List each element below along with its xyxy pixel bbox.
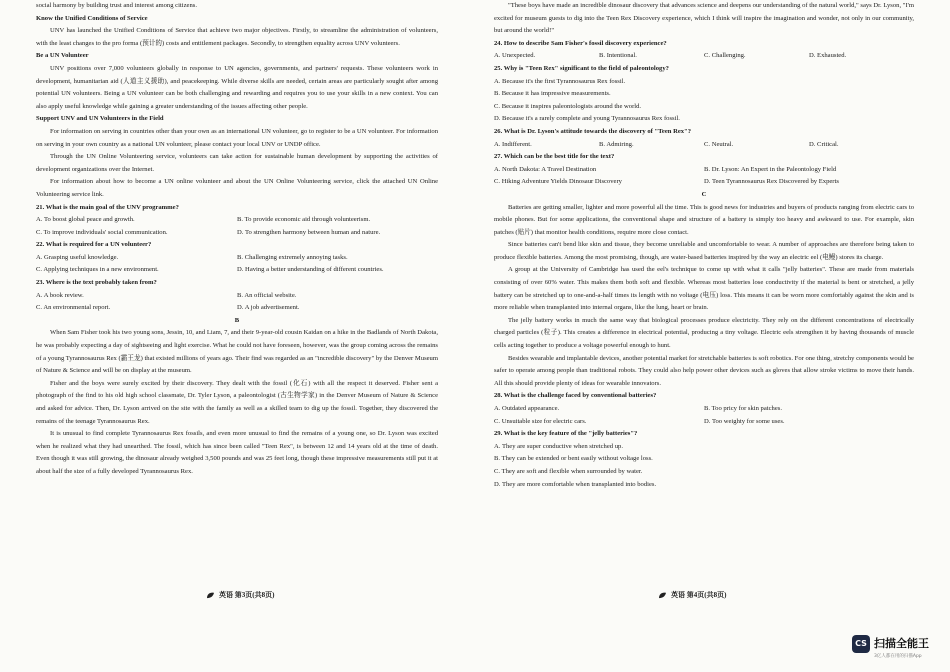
paragraph-support-1: For information on serving in countries other than your own as an international UN volunteer, go to register to be a UN volunteer. For information on serving in your own country as a national UN volunteer, please contact your local UNV or UNDP office. <box>36 127 438 148</box>
option: B. Dr. Lyson: An Expert in the Paleontology Field <box>704 165 837 173</box>
option: A. Grasping useful knowledge. <box>36 253 119 261</box>
option: A. Indifferent. <box>494 140 532 148</box>
heading-be-volunteer: Be a UN Volunteer <box>36 52 89 60</box>
option: D. Critical. <box>809 140 839 148</box>
option: D. A job advertisement. <box>237 304 300 312</box>
question-29-options <box>494 441 914 491</box>
option: C. Applying techniques in a new environment. <box>36 266 159 274</box>
option: C. An environmental report. <box>36 304 111 312</box>
paragraph-be-volunteer: UNV positions over 7,000 volunteers globally in response to UN agencies, governments, and partners' requests. These volunteers work in development, humanitarian aid (人道主义援助), and peacekeeping. While diverse skills are needed, certain areas are particularly sought after among potential UN volunteers. Being a UN volunteer can be both challenging and rewarding and requires you to use your skills in a new context. You can also apply useful knowledge while gaining a greater understanding of the issues affecting other people. <box>36 64 438 110</box>
question-22-options <box>36 252 438 277</box>
option: C. To improve individuals' social communication. <box>36 228 168 236</box>
right-page <box>494 0 914 610</box>
brand-name: 扫描全能王 <box>874 637 929 650</box>
option: C. They are soft and flexible when surrounded by water. <box>494 467 643 475</box>
camscanner-logo-icon: CS <box>852 635 870 653</box>
intro-tail: social harmony by building trust and interest among citizens. <box>36 2 197 9</box>
paragraph-quote: "These boys have made an incredible dinosaur discovery that advances science and deepens our understanding of the natural world," says Dr. Lyson, "I'm excited for museum guests to dig into the Teen Rex Discovery experience, which I think will inspire the imagination and wonder, not only in our community, but around the world!" <box>494 2 914 35</box>
option: A. They are super conductive when stretched up. <box>494 442 623 450</box>
option: B. Admiring. <box>599 140 634 148</box>
option: C. Neutral. <box>704 140 734 148</box>
question-25-options <box>494 76 914 126</box>
question-29: 29. What is the key feature of the "jelly batteries"? <box>494 430 638 438</box>
option: B. To provide economic aid through volunteerism. <box>237 216 371 224</box>
option: D. To strengthen harmony between human and nature. <box>237 228 381 236</box>
page-number-label: 英语 第3页(共8页) <box>219 591 275 599</box>
question-28: 28. What is the challenge faced by conventional batteries? <box>494 392 657 400</box>
leaf-icon <box>206 592 215 599</box>
paragraph-c-2: Since batteries can't bend like skin and tissue, they become unreliable and uncomfortable to wear. A number of approaches are therefore being taken to produce flexible batteries. Among the most promising, though, are water-based batteries inspired by the way an electric eel (电鳗) stores its charge. <box>494 241 914 261</box>
heading-unified: Know the Unified Conditions of Service <box>36 14 148 22</box>
section-c-letter: C <box>701 190 707 198</box>
paragraph-c-3: A group at the University of Cambridge has used the eel's technique to come up with what it calls "jelly batteries". These are made from materials consisting of over 60% water. This makes them both soft and flexible. Whereas most batteries lose conductivity if the material is bent or stretched, a jelly battery can be stretched up to one-and-a-half times its length with no voltage (电压) loss. This means it can be worn more comfortably against the skin and is more reliable when transplanted into internal organs, like the lung, heart or brain. <box>494 266 914 312</box>
paragraph-b-3: It is unusual to find complete Tyrannosaurus Rex fossils, and even more unusual to find the remains of a young one, so Dr. Lyson was excited when he realized what they had unearthed. The fossil, which has since been called "Teen Rex", is between 12 and 14 years old at the time of death. Even though it was still growing, the dinosaur already weighed 3,500 pounds and was 25 feet long, though these impressive measurements still put it at about half the size of a fully developed Tyrannosaurus Rex. <box>36 430 438 475</box>
question-27: 27. Which can be the best title for the text? <box>494 153 615 161</box>
paragraph-support-2: Through the UN Online Volunteering service, volunteers can take action for sustainable human development by supporting the activities of development organizations over the Internet. <box>36 153 438 173</box>
question-28-options <box>494 403 914 428</box>
question-25: 25. Why is "Teen Rex" significant to the field of paleontology? <box>494 64 669 72</box>
option: A. North Dakota: A Travel Destination <box>494 165 597 173</box>
question-23-options <box>36 290 438 315</box>
paragraph-support-3: For information about how to become a UN online volunteer and about the UN Online Volunteering service, click the attached UN Online Volunteering service link. <box>36 178 438 198</box>
option: C. Unsuitable size for electric cars. <box>494 417 587 425</box>
question-21-options <box>36 214 438 239</box>
paragraph-unified: UNV has launched the Unified Conditions of Service that achieve two major objectives. Firstly, to streamline the administration of volunteers, with the least changes to the pro forma (预计的) costs and entitlement packages. Secondly, to strengthen equality across UNV volunteers. <box>36 27 438 47</box>
option: C. Because it inspires paleontologists around the world. <box>494 102 642 110</box>
paragraph-c-4: The jelly battery works in much the same way that biological processes produce electricity. They rely on the different concentrations of electrically charged particles (粒子). This creates a difference in electrical potential, producing a tiny voltage. Electric eels strengthen it by having thousands of muscle cells acting together to produce a voltage powerful enough to hunt. <box>494 316 914 350</box>
question-26: 26. What is Dr. Lyson's attitude towards the discovery of "Teen Rex"? <box>494 127 692 135</box>
left-page <box>36 0 438 610</box>
paragraph-c-1: Batteries are getting smaller, lighter and more powerful all the time. This is good news for industries and buyers of products ranging from electric cars to mobile phones. But for some applications, the conventional shape and structure of a battery is simply too heavy and awkward to use. For example, skin patches (贴片) that monitor health conditions, require more close contact. <box>494 203 914 236</box>
option: D. They are more comfortable when transplanted into bodies. <box>494 480 657 488</box>
page-number-label: 英语 第4页(共8页) <box>671 591 727 599</box>
question-24-options <box>494 50 914 63</box>
paragraph-b-2: Fisher and the boys were surely excited by their discovery. They dealt with the fossil (化石) with all the respect it deserved. Fisher sent a photograph of the find to his old high school classmate, Dr. Tyler Lyson, a paleontologist (古生物学家) in the Denver Museum of Nature & Science and asked for advice. Then, Dr. Lyson arrived on the site with the family as well as a skilled team to dig up the fossil. Together, they discovered the remains of the teenage Tyrannosaurus Rex. <box>36 379 438 425</box>
paragraph-b-1: When Sam Fisher took his two young sons, Jessin, 10, and Liam, 7, and their 9-year-old cousin Kaidan on a hike in the Badlands of North Dakota, he was probably expecting a day of sightseeing and light exercise. What he could not have foreseen, however, was the group coming across the remains of a young Tyrannosaurus Rex (霸王龙) that existed millions of years ago. Their find was regarded as an "incredible discovery" by the Denver Museum of Nature & Science and will be on display at the museum. <box>36 329 438 375</box>
question-24: 24. How to describe Sam Fisher's fossil discovery experience? <box>494 39 667 47</box>
option: A. Because it's the first Tyrannosaurus Rex fossil. <box>494 77 626 85</box>
brand-tagline: 3亿人都在用的扫描App <box>874 654 922 659</box>
option: D. Exhausted. <box>809 52 847 60</box>
option: B. Too pricy for skin patches. <box>704 405 782 412</box>
question-26-options <box>494 139 914 152</box>
scanner-watermark <box>852 633 944 665</box>
option: B. Because it has impressive measurements. <box>494 90 611 98</box>
option: A. Outdated appearance. <box>494 405 560 412</box>
option: B. Challenging extremely annoying tasks. <box>237 253 348 261</box>
question-22: 22. What is required for a UN volunteer? <box>36 241 152 249</box>
right-page-footer <box>658 590 726 600</box>
question-27-options <box>494 164 914 189</box>
option: B. Intentional. <box>599 52 637 60</box>
option: C. Challenging. <box>704 52 746 60</box>
option: A. A book review. <box>36 291 84 299</box>
question-21: 21. What is the main goal of the UNV programme? <box>36 203 179 211</box>
option: B. An official website. <box>237 291 297 299</box>
paragraph-c-5: Besides wearable and implantable devices, another potential market for stretchable batteries is soft robotics. For one thing, stretchy components would be safer to operate among people than traditional robots. They could also help power other devices such as gloves that allow stroke victims to move their hands. All this should provide plenty of ideas for wearable innovators. <box>494 354 914 387</box>
option: D. Having a better understanding of different countries. <box>237 266 384 274</box>
option: D. Because it's a rarely complete and young Tyrannosaurus Rex fossil. <box>494 115 680 123</box>
section-b-letter: B <box>234 316 240 324</box>
question-23: 23. Where is the text probably taken from? <box>36 279 157 287</box>
option: A. To boost global peace and growth. <box>36 216 135 224</box>
option: C. Hiking Adventure Yields Dinosaur Discovery <box>494 178 622 186</box>
heading-support: Support UNV and UN Volunteers in the Field <box>36 115 164 123</box>
option: D. Too weighty for some uses. <box>704 417 785 425</box>
option: A. Unexpected. <box>494 52 536 60</box>
leaf-icon <box>658 592 667 599</box>
left-page-footer <box>206 590 274 600</box>
option: D. Teen Tyrannosaurus Rex Discovered by Experts <box>704 178 839 186</box>
option: B. They can be extended or bent easily without voltage loss. <box>494 455 653 463</box>
